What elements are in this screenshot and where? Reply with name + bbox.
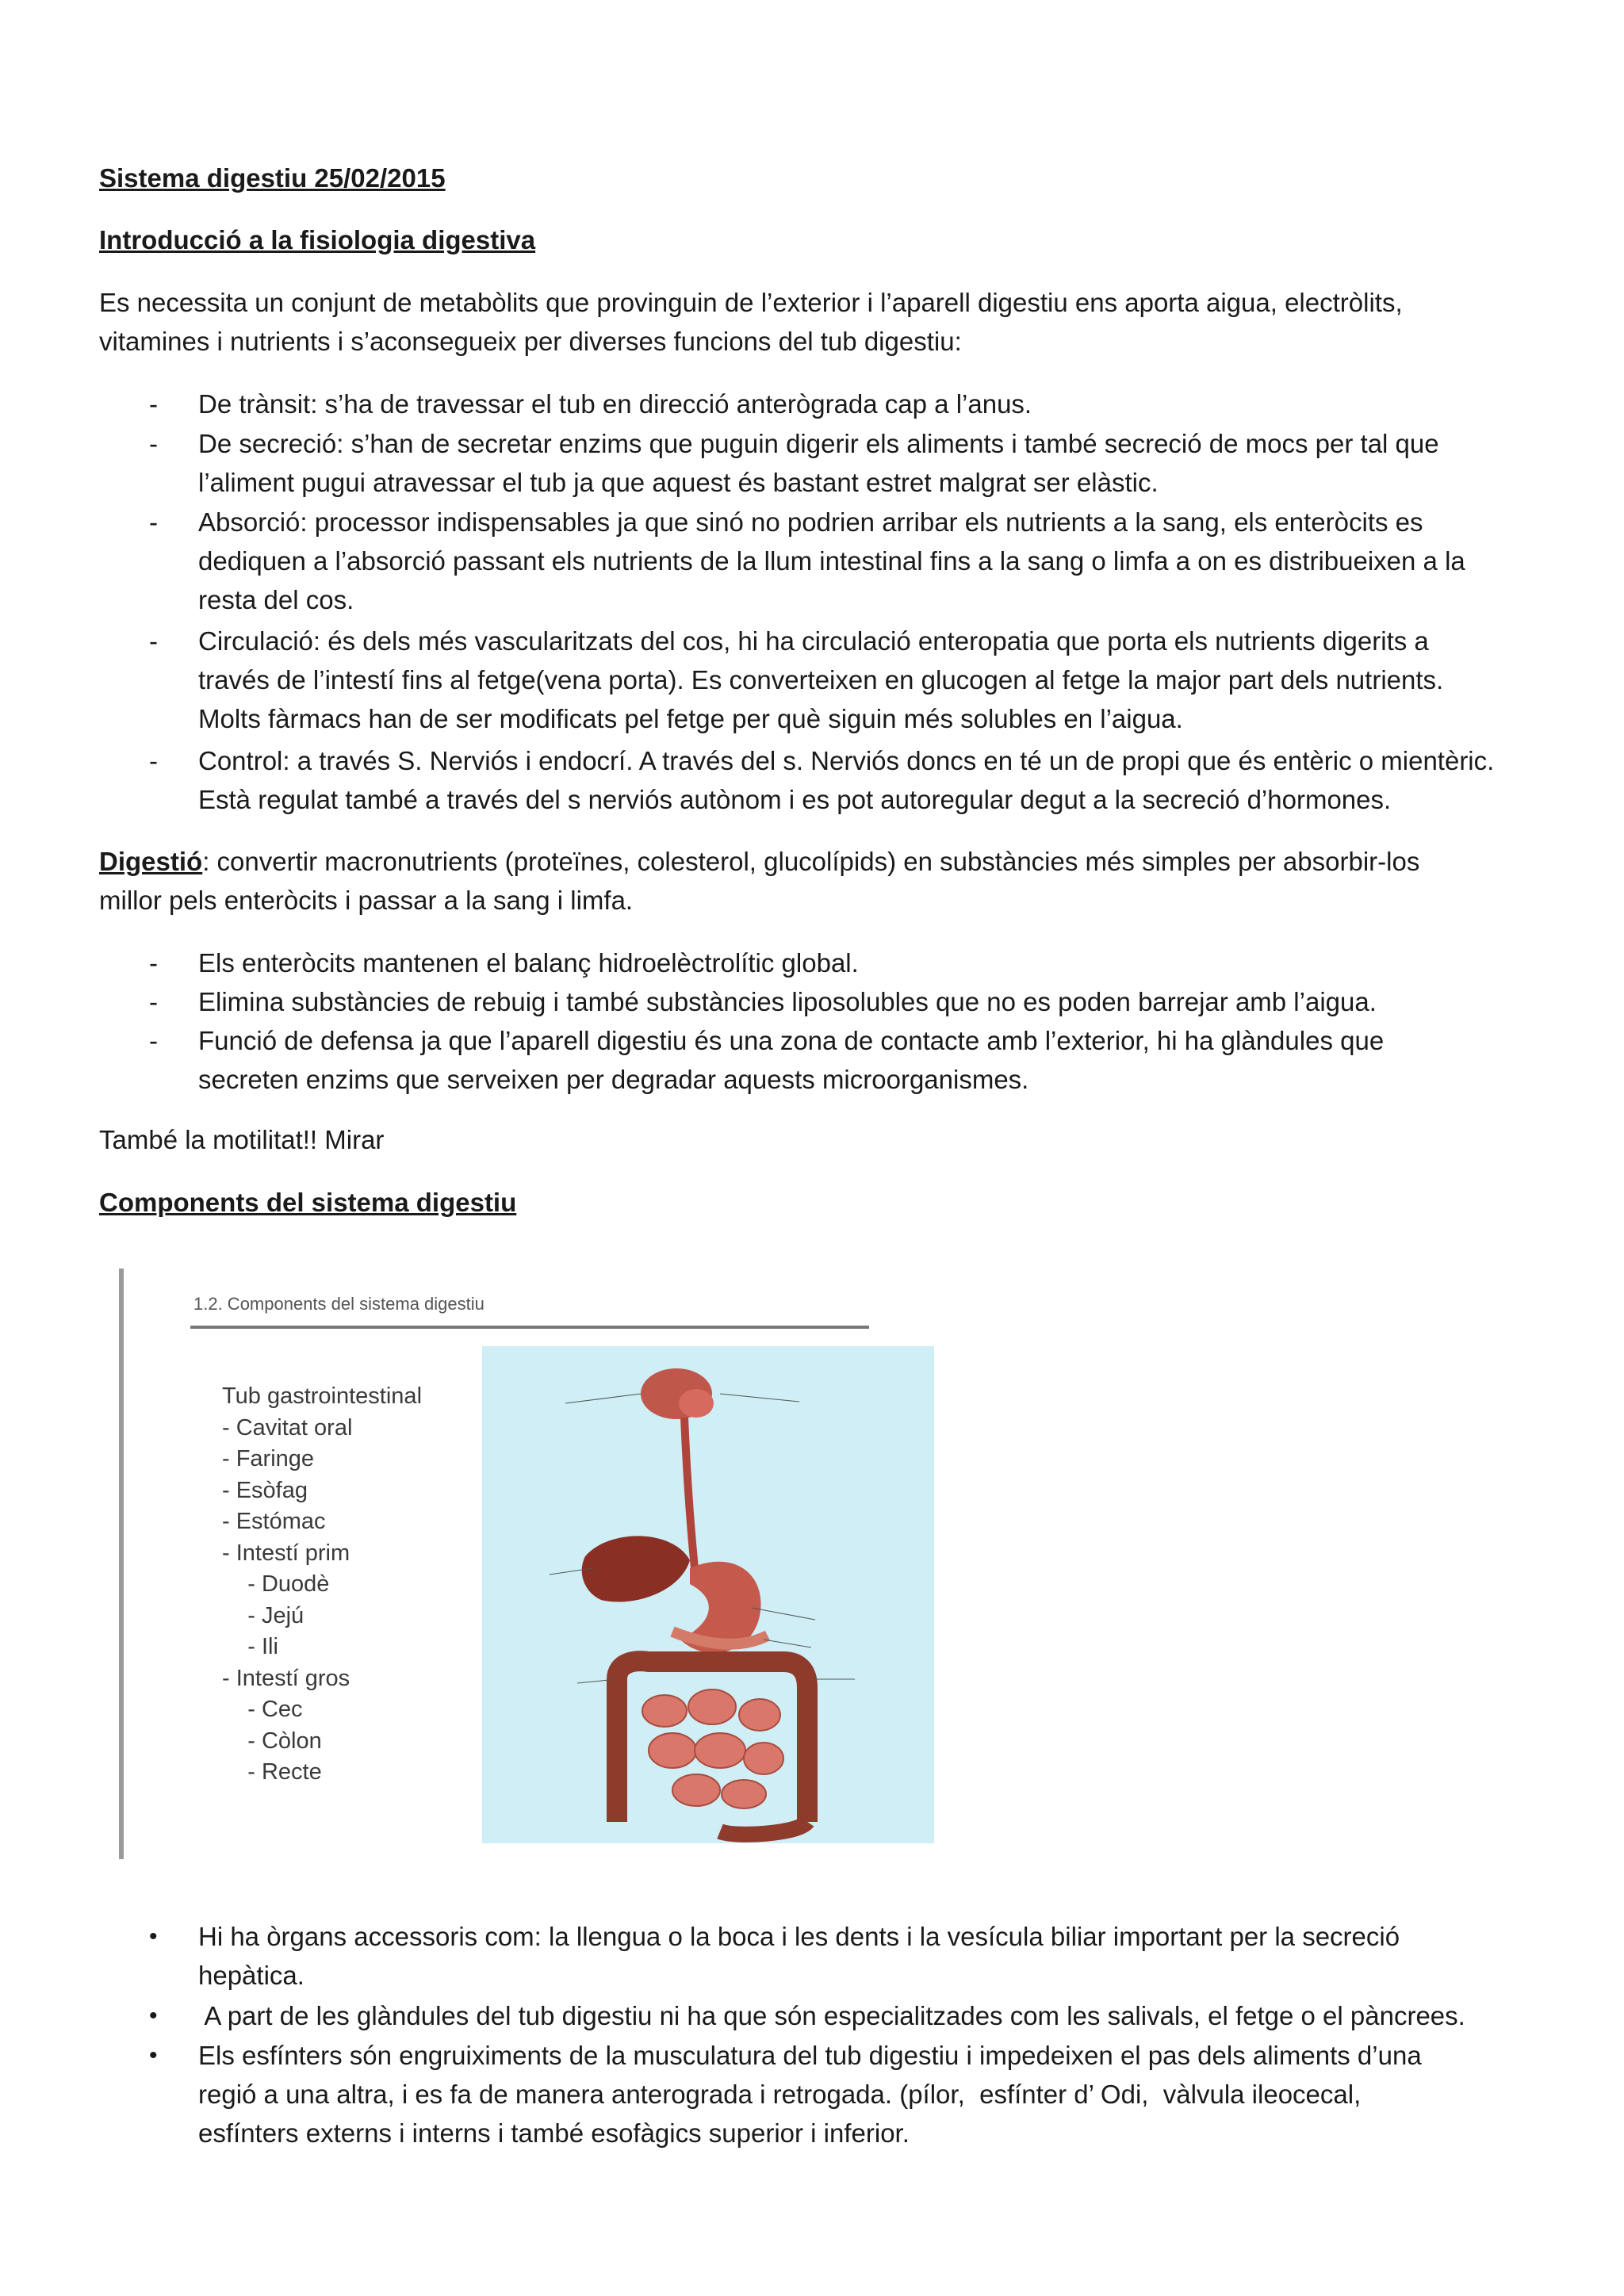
list-item-line: esfínters externs i interns i també esofàgics superior i inferior. <box>198 2118 910 2148</box>
list-marker: - <box>149 987 158 1016</box>
list-item-line: Hi ha òrgans accessoris com: la llengua o la boca i les dents i la vesícula biliar important per la secreció <box>198 1922 1400 1951</box>
intro-paragraph <box>99 283 1542 361</box>
bullet-marker: • <box>149 2042 158 2068</box>
list-item-line: Els esfínters són engruiximents de la musculatura del tub digestiu i impedeixen el pas dels aliments d’una <box>198 2041 1422 2070</box>
figure-list-item: - Cec <box>222 1697 303 1722</box>
digestive-anatomy-illustration <box>482 1346 934 1843</box>
figure-organ-list <box>222 1381 422 1789</box>
figure-list-item: - Intestí prim <box>222 1540 350 1566</box>
list-item-line: Funció de defensa ja que l’aparell digestiu és una zona de contacte amb l’exterior, hi ha glàndules que <box>198 1026 1385 1055</box>
list-marker: - <box>149 746 158 775</box>
section-heading-intro: Introducció a la fisiologia digestiva <box>99 225 536 254</box>
list-marker: - <box>149 1026 158 1055</box>
list-item-line: secreten enzims que serveixen per degradar aquests microorganismes. <box>198 1065 1029 1094</box>
document-title: Sistema digestiu 25/02/2015 <box>99 163 446 193</box>
intro-line-2: vitamines i nutrients i s’aconsegueix per diverses funcions del tub digestiu: <box>99 327 962 356</box>
list-item-line: Absorció: processor indispensables ja que sinó no podrien arribar els nutrients a la sang, els enteròcits es <box>198 507 1423 537</box>
figure-list-item: - Intestí gros <box>222 1665 350 1691</box>
list-item-line: De secreció: s’han de secretar enzims que puguin digerir els aliments i també secreció de mocs per tal que <box>198 429 1439 458</box>
digestio-line-2: millor pels enteròcits i passar a la sang i limfa. <box>99 886 634 915</box>
list-item-line: Els enteròcits mantenen el balanç hidroelèctrolític global. <box>198 948 859 978</box>
figure-list-item: - Esòfag <box>222 1477 308 1503</box>
list-marker: - <box>149 429 158 458</box>
list-item-line: l’aliment pugui atravessar el tub ja que aquest és bastant estret malgrat ser elàstic. <box>198 468 1159 497</box>
list-marker: - <box>149 507 158 537</box>
figure-list-item: Tub gastrointestinal <box>222 1383 423 1409</box>
digestive-system-figure <box>119 1261 952 1863</box>
list-item-line: De trànsit: s’ha de travessar el tub en direcció anterògrada cap a l’anus. <box>198 389 1032 419</box>
intro-line-1: Es necessita un conjunt de metabòlits que provinguin de l’exterior i l’aparell digestiu ens aporta aigua, electròlits, <box>99 288 1403 317</box>
list-item-line: través de l’intestí fins al fetge(vena porta). Es converteixen en glucogen al fetge la major part dels nutrients. <box>198 665 1444 695</box>
figure-list-item: - Jejú <box>222 1602 304 1628</box>
list-marker: - <box>149 948 158 978</box>
figure-list-item: - Faringe <box>222 1446 315 1471</box>
figure-list-item: - Cavitat oral <box>222 1414 353 1441</box>
digestio-term: Digestió <box>99 847 203 876</box>
figure-list-item: - Recte <box>222 1759 322 1785</box>
list-item-line: Molts fàrmacs han de ser modificats pel fetge per què siguin més solubles en l’aigua. <box>198 704 1183 733</box>
list-item-line: Elimina substàncies de rebuig i també substàncies liposolubles que no es poden barrejar amb l’aigua. <box>198 987 1377 1016</box>
figure-title: 1.2. Components del sistema digestiu <box>193 1294 485 1314</box>
figure-divider <box>190 1326 869 1329</box>
figure-list-item: - Estómac <box>222 1509 326 1534</box>
list-marker: - <box>149 389 158 419</box>
list-item-line: A part de les glàndules del tub digestiu ni ha que són especialitzades com les salivals, el fetge o el pàncrees. <box>198 2001 1465 2030</box>
bullet-marker: • <box>149 1923 158 1950</box>
list-item-line: Control: a través S. Nerviós i endocrí. A través del s. Nerviós doncs en té un de propi que és entèric o mientèric. <box>198 746 1495 775</box>
figure-border <box>119 1269 124 1859</box>
list-item-line: dediquen a l’absorció passant els nutrients de la llum intestinal fins a la sang o limfa a on es distribueixen a la <box>198 546 1465 576</box>
digestio-paragraph <box>99 842 1542 920</box>
list-item-line: hepàtica. <box>198 1961 304 1990</box>
figure-list-item: - Còlon <box>222 1728 322 1754</box>
bullet-marker: • <box>149 2003 158 2029</box>
list-item-line: regió a una altra, i es fa de manera anterograda i retrogada. (pílor, esfínter d’ Odi, vàlvula ileocecal, <box>198 2080 1362 2109</box>
salivary-gland-shape <box>679 1389 714 1418</box>
list-marker: - <box>149 626 158 656</box>
motilitat-note: També la motilitat!! Mirar <box>99 1125 385 1154</box>
figure-list-item: - Duodè <box>222 1571 330 1597</box>
list-item-line: Circulació: és dels més vascularitzats del cos, hi ha circulació enteropatia que porta els nutrients digerits a <box>198 626 1429 656</box>
list-item-line: Està regulat també a través del s nerviós autònom i es pot autoregular degut a la secreció d’hormones. <box>198 785 1392 814</box>
digestio-line-1: : convertir macronutrients (proteïnes, colesterol, glucolípids) en substàncies més simples per absorbir-los <box>202 847 1420 876</box>
figure-list-item: - Ili <box>222 1634 278 1659</box>
list-item-line: resta del cos. <box>198 585 354 614</box>
section-heading-components: Components del sistema digestiu <box>99 1188 517 1217</box>
